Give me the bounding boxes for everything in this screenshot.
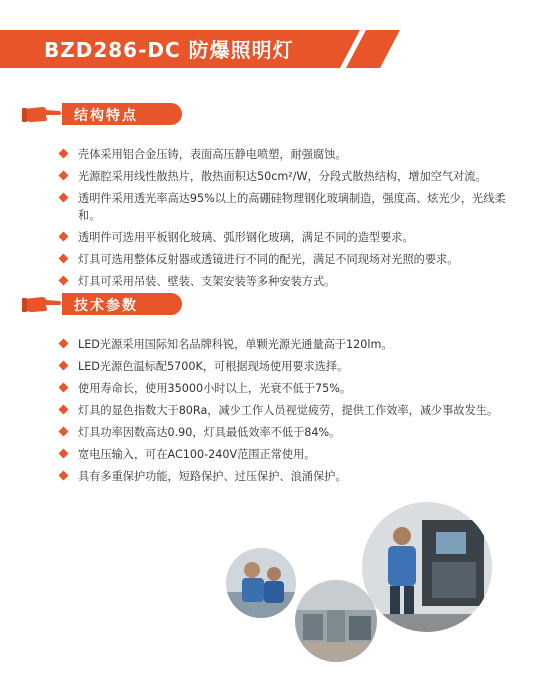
list-item: 灯具可采用吊装、壁装、支架安装等多种安装方式。 xyxy=(60,273,520,290)
diamond-bullet-icon xyxy=(59,471,69,481)
spec-list xyxy=(60,336,520,490)
diamond-bullet-icon xyxy=(59,254,69,264)
list-item: 灯具功率因数高达0.90，灯具最低效率不低于84%。 xyxy=(60,424,520,441)
feature-list xyxy=(60,146,520,295)
diamond-bullet-icon xyxy=(59,361,69,371)
list-item: 壳体采用铝合金压铸，表面高压静电喷塑，耐强腐蚀。 xyxy=(60,146,520,163)
section-title-pill xyxy=(62,293,182,315)
diamond-bullet-icon xyxy=(59,339,69,349)
section-title: 结构特点 xyxy=(74,108,138,124)
list-item: 透明件可选用平板钢化玻璃、弧形钢化玻璃，满足不同的造型要求。 xyxy=(60,229,520,246)
diamond-bullet-icon xyxy=(59,232,69,242)
section-title-pill xyxy=(62,103,182,125)
list-item: 光源腔采用线性散热片，散热面积达50cm²/W，分段式散热结构，增加空气对流。 xyxy=(60,168,520,185)
list-item: LED光源色温标配5700K，可根据现场使用要求选择。 xyxy=(60,358,520,375)
diamond-bullet-icon xyxy=(59,383,69,393)
photo-machine-operator xyxy=(362,502,492,632)
pointing-hand-icon xyxy=(22,103,62,125)
photo-workers-small xyxy=(226,548,296,618)
section-header-structure xyxy=(22,103,192,127)
diamond-bullet-icon xyxy=(59,427,69,437)
diamond-bullet-icon xyxy=(59,193,69,203)
list-item: 使用寿命长，使用35000小时以上，光衰不低于75%。 xyxy=(60,380,520,397)
section-header-specs xyxy=(22,293,192,317)
page-title: BZD286-DC 防爆照明灯 xyxy=(44,38,294,62)
list-item: 灯具可选用整体反射器或透镜进行不同的配光，满足不同现场对光照的要求。 xyxy=(60,251,520,268)
pointing-hand-icon xyxy=(22,293,62,315)
list-item: LED光源采用国际知名品牌科锐，单颗光源光通量高于120lm。 xyxy=(60,336,520,353)
diamond-bullet-icon xyxy=(59,405,69,415)
diamond-bullet-icon xyxy=(59,276,69,286)
title-banner xyxy=(0,28,400,70)
diamond-bullet-icon xyxy=(59,171,69,181)
list-item: 具有多重保护功能，短路保护、过压保护、浪涌保护。 xyxy=(60,468,520,485)
photo-factory-floor xyxy=(295,580,377,662)
list-item: 灯具的显色指数大于80Ra，减少工作人员视觉疲劳，提供工作效率，减少事故发生。 xyxy=(60,402,520,419)
diamond-bullet-icon xyxy=(59,449,69,459)
diamond-bullet-icon xyxy=(59,149,69,159)
list-item: 透明件采用透光率高达95%以上的高硼硅物理钢化玻璃制造，强度高、炫光少，光线柔和。 xyxy=(60,190,520,224)
section-title: 技术参数 xyxy=(74,298,138,314)
list-item: 宽电压输入，可在AC100-240V范围正常使用。 xyxy=(60,446,520,463)
